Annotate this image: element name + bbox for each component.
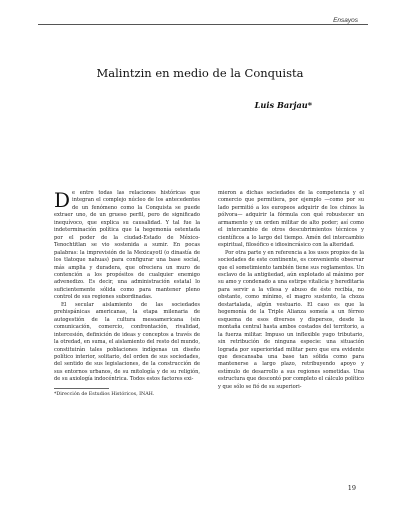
article-author: Luis Barjau* xyxy=(254,100,312,110)
paragraph-text: e entre todas las relaciones históricas que integran el complejo núcleo de los antecedentes de un fenómeno como la Conquista se puede extraer uno, de un grueso perfil, pero de significado inequívoco, que explica su causalidad. Y tal fue la indeterminación política que la hegemonía ostentada por el poder de la ciudad-Estado de México-Tenochtitlan se vio sostenida a sumir. En pocas palabras: la imprevisión de la Mexicayotl (o dinastía de los tlatoque nahuas) para configurar una base social, más amplia y duradera, que ofreciera un muro de contención a los propósitos de cualquier enemigo advenedizo. Es decir, una administración estatal lo suficientemente sólida como para mantener pleno control de sus regiones subordinadas. xyxy=(54,190,200,301)
paragraph: mieron a dichas sociedades de la competencia y el comercio que permitiera, por ejemplo —como por su lado permitió a los europeos adquirir de los chinos la pólvora— adquirir la fórmula con qué robustecer un armamento y un orden militar de alto poder; así como el intercambio de otros descubrimientos técnicos y científicos a lo largo del tiempo. Amén del intercambio espiritual, filosófico e idiosincrásico con la alteridad. xyxy=(218,190,364,249)
footnote-rule xyxy=(54,388,109,389)
header-rule xyxy=(38,24,368,25)
article-title: Malintzin en medio de la Conquista xyxy=(96,66,304,80)
left-column xyxy=(54,190,200,398)
paragraph: El secular aislamiento de las sociedades prehispánicas americanas, la etapa milenaria de autogestión de la cultura mesoamericana (sin comunicación, comercio, confrontación, rivalidad, intercesión, definición de ideas y conceptos a través de la otredad, en suma, el aislamiento del resto del mundo, constituirán tales poblaciones indígenas un diseño político interior, solitario, del orden de sus sociedades, del sentido de sus legislaciones, de la construcción de sus entornos urbanos, de su mitología y de su religión, de su axiología indocéntrica. Todos estos factores exi- xyxy=(54,301,200,383)
right-column xyxy=(218,190,364,391)
page-number: 19 xyxy=(347,484,356,492)
footnote: *Dirección de Estudios Históricos, INAH. xyxy=(54,391,155,397)
paragraph xyxy=(54,190,200,302)
paragraph: Por otra parte y en referencia a los usos propios de la sociedades de este continente, es conveniente observar que el sometimiento también tiene sus reglamentos. Un esclavo de la antigüedad, aún explotado al máximo por su amo y condenado a una estirpe vitalicia y hereditaria para servir a la vilesa y abuso de éste recibía, no obstante, como mínimo, el magro sustento, la choza destartalada, algún vestuario. El caso es que la hegemonía de la Triple Alianza someía a un férreo esquema de esos diversos y dispersos, desde la montaña central hasta ambos costados del territorio, a la fuerza militar. Impuso un inflexible yugo tributario, sin retribución de ninguna especie: una situación lograda por superioridad militar pero que era evidente que descansaba una base tan sólida como para mantenerse a largo plazo, retribuyendo apoyo y estímulo de desarrollo a sus regiones sometidas. Una estructura que descontó por completo el cálculo político y que sólo se fió de su superiori- xyxy=(218,249,364,390)
section-label: Ensayos xyxy=(333,17,358,24)
drop-cap: D xyxy=(54,188,71,212)
